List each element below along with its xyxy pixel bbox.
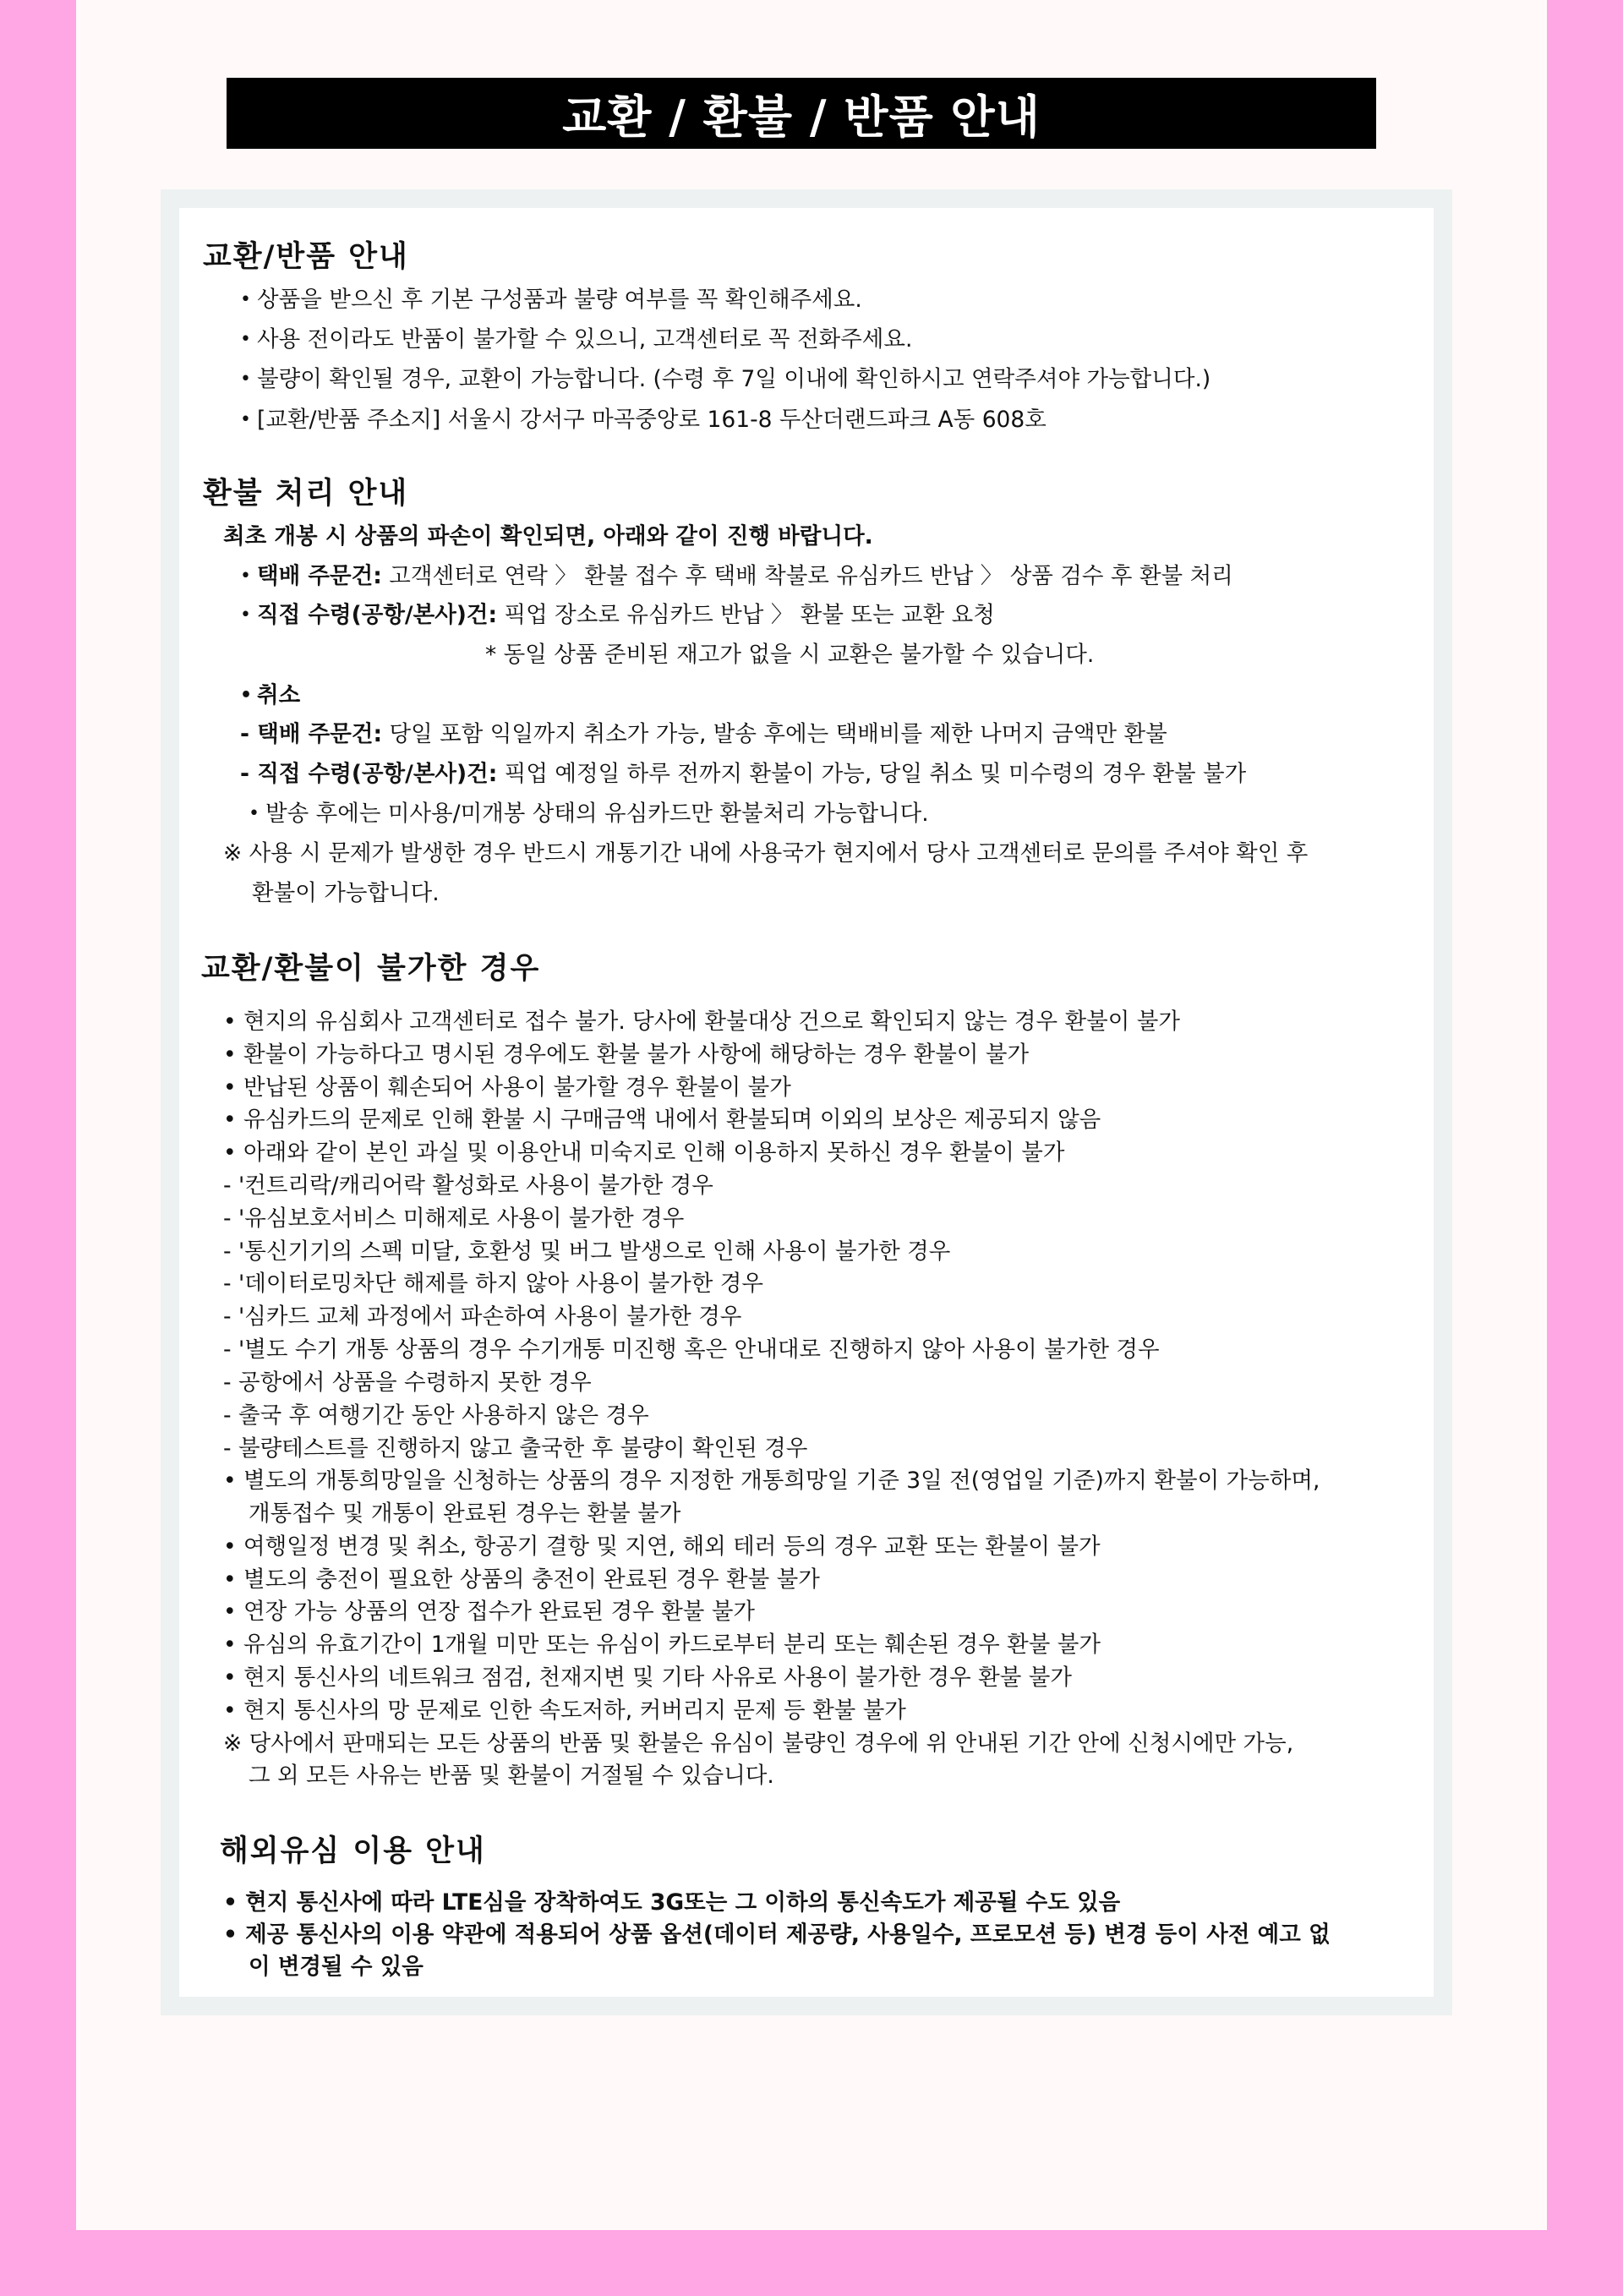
notice-line: ※ 당사에서 판매되는 모든 상품의 반품 및 환불은 유심이 불량인 경우에 위 안내된 기간 안에 신청시에만 가능, xyxy=(223,1730,1294,1757)
page-sheet xyxy=(76,0,1547,2230)
list-item: • 별도의 개통희망일을 신청하는 상품의 경우 지정한 개통희망일 기준 3일 전(영업일 기준)까지 환불이 가능하며, xyxy=(223,1468,1320,1494)
list-item xyxy=(257,601,995,630)
list-item: - '통신기기의 스펙 미달, 호환성 및 버그 발생으로 인해 사용이 불가한 경우 xyxy=(223,1238,951,1265)
list-item: • 반납된 상품이 훼손되어 사용이 불가할 경우 환불이 불가 xyxy=(223,1074,791,1101)
section-heading-refund: 환불 처리 안내 xyxy=(203,477,409,511)
content-card xyxy=(179,208,1434,1997)
refund-notice: ※ 사용 시 문제가 발생한 경우 반드시 개통기간 내에 사용국가 현지에서 당사 고객센터로 문의를 주셔야 확인 후 xyxy=(223,840,1309,866)
list-item: • [교환/반품 주소지] 서울시 강서구 마곡중앙로 161-8 두산더랜드파크 A동 608호 xyxy=(257,406,1046,435)
list-item: • 사용 전이라도 반품이 불가할 수 있으니, 고객센터로 꼭 전화주세요. xyxy=(257,325,912,354)
cancel-direct-label: - 직접 수령(공항/본사)건: xyxy=(240,761,498,787)
list-item: - 불량테스트를 진행하지 않고 출국한 후 불량이 확인된 경우 xyxy=(223,1435,808,1462)
stock-note: * 동일 상품 준비된 재고가 없을 시 교환은 불가할 수 있습니다. xyxy=(485,642,1095,668)
list-item: - 출국 후 여행기간 동안 사용하지 않은 경우 xyxy=(223,1402,649,1429)
list-item: • 상품을 받으신 후 기본 구성품과 불량 여부를 꼭 확인해주세요. xyxy=(257,286,862,314)
notice-line-cont: 그 외 모든 사유는 반품 및 환불이 거절될 수 있습니다. xyxy=(249,1763,774,1789)
list-item: • 유심의 유효기간이 1개월 미만 또는 유심이 카드로부터 분리 또는 훼손된 경우 환불 불가 xyxy=(223,1632,1101,1658)
list-item: 개통접수 및 개통이 완료된 경우는 환불 불가 xyxy=(249,1501,681,1527)
list-item: • 여행일정 변경 및 취소, 항공기 결항 및 지연, 해외 테러 등의 경우 교환 또는 환불이 불가 xyxy=(223,1533,1101,1560)
list-item: • 아래와 같이 본인 과실 및 이용안내 미숙지로 인해 이용하지 못하신 경우 환불이 불가 xyxy=(223,1140,1065,1166)
list-item: - 공항에서 상품을 수령하지 못한 경우 xyxy=(223,1369,592,1396)
list-item: • 현지 통신사에 따라 LTE심을 장착하여도 3G또는 그 이하의 통신속도가 제공될 수도 있음 xyxy=(223,1889,1121,1916)
direct-text: 픽업 장소로 유심카드 반납 〉 환불 또는 교환 요청 xyxy=(497,602,995,628)
list-item: • 제공 통신사의 이용 약관에 적용되어 상품 옵션(데이터 제공량, 사용일수, 프로모션 등) 변경 등이 사전 예고 없 xyxy=(223,1922,1331,1948)
list-item: • 유심카드의 문제로 인해 환불 시 구매금액 내에서 환불되며 이외의 보상은 제공되지 않음 xyxy=(223,1107,1101,1133)
list-item: • 현지 통신사의 망 문제로 인한 속도저하, 커버리지 문제 등 환불 불가 xyxy=(223,1697,906,1724)
cancel-courier-text: 당일 포함 익일까지 취소가 가능, 발송 후에는 택배비를 제한 나머지 금액만 환불 xyxy=(382,721,1167,747)
content-frame xyxy=(161,189,1452,2015)
refund-notice-cont: 환불이 가능합니다. xyxy=(252,880,440,906)
list-item: - '유심보호서비스 미해제로 사용이 불가한 경우 xyxy=(223,1205,685,1232)
courier-text: 고객센터로 연락 〉 환불 접수 후 택배 착불로 유심카드 반납 〉 상품 검수 후 환불 처리 xyxy=(381,563,1233,589)
page-title: 교환 / 환불 / 반품 안내 xyxy=(227,78,1376,149)
list-item: - '데이터로밍차단 해제를 하지 않아 사용이 불가한 경우 xyxy=(223,1271,763,1297)
list-item xyxy=(240,720,1167,749)
cancel-direct-text: 픽업 예정일 하루 전까지 환불이 가능, 당일 취소 및 미수령의 경우 환불 불가 xyxy=(497,761,1247,787)
cancel-courier-label: - 택배 주문건: xyxy=(240,721,383,747)
section-heading-exchange-return: 교환/반품 안내 xyxy=(203,240,409,274)
list-item xyxy=(240,760,1246,789)
list-item: • 별도의 충전이 필요한 상품의 충전이 완료된 경우 환불 불가 xyxy=(223,1566,820,1593)
list-item: - '별도 수기 개통 상품의 경우 수기개통 미진행 혹은 안내대로 진행하지 않아 사용이 불가한 경우 xyxy=(223,1337,1160,1363)
list-item: • 불량이 확인될 경우, 교환이 가능합니다. (수령 후 7일 이내에 확인하시고 연락주셔야 가능합니다.) xyxy=(257,365,1210,394)
section-heading-overseas-usim: 해외유심 이용 안내 xyxy=(220,1834,486,1868)
list-item: - '심카드 교체 과정에서 파손하여 사용이 불가한 경우 xyxy=(223,1304,742,1330)
section-heading-not-allowed: 교환/환불이 불가한 경우 xyxy=(201,952,541,986)
cancel-label: • 취소 xyxy=(257,681,300,710)
direct-label: 직접 수령(공항/본사)건: xyxy=(257,602,498,628)
list-item: • 연장 가능 상품의 연장 접수가 완료된 경우 환불 불가 xyxy=(223,1599,756,1625)
list-item: • 환불이 가능하다고 명시된 경우에도 환불 불가 사항에 해당하는 경우 환불이 불가 xyxy=(223,1041,1030,1068)
list-item: • 발송 후에는 미사용/미개봉 상태의 유심카드만 환불처리 가능합니다. xyxy=(265,800,929,828)
refund-intro: 최초 개봉 시 상품의 파손이 확인되면, 아래와 같이 진행 바랍니다. xyxy=(223,523,873,549)
list-item: • 현지의 유심회사 고객센터로 접수 불가. 당사에 환불대상 건으로 확인되지 않는 경우 환불이 불가 xyxy=(223,1009,1180,1035)
list-item: - '컨트리락/캐리어락 활성화로 사용이 불가한 경우 xyxy=(223,1173,713,1199)
courier-label: 택배 주문건: xyxy=(257,563,382,589)
notice-content xyxy=(179,208,1434,1997)
list-item-cont: 이 변경될 수 있음 xyxy=(249,1954,424,1980)
list-item xyxy=(257,562,1233,591)
list-item: • 현지 통신사의 네트워크 점검, 천재지변 및 기타 사유로 사용이 불가한 경우 환불 불가 xyxy=(223,1665,1072,1691)
